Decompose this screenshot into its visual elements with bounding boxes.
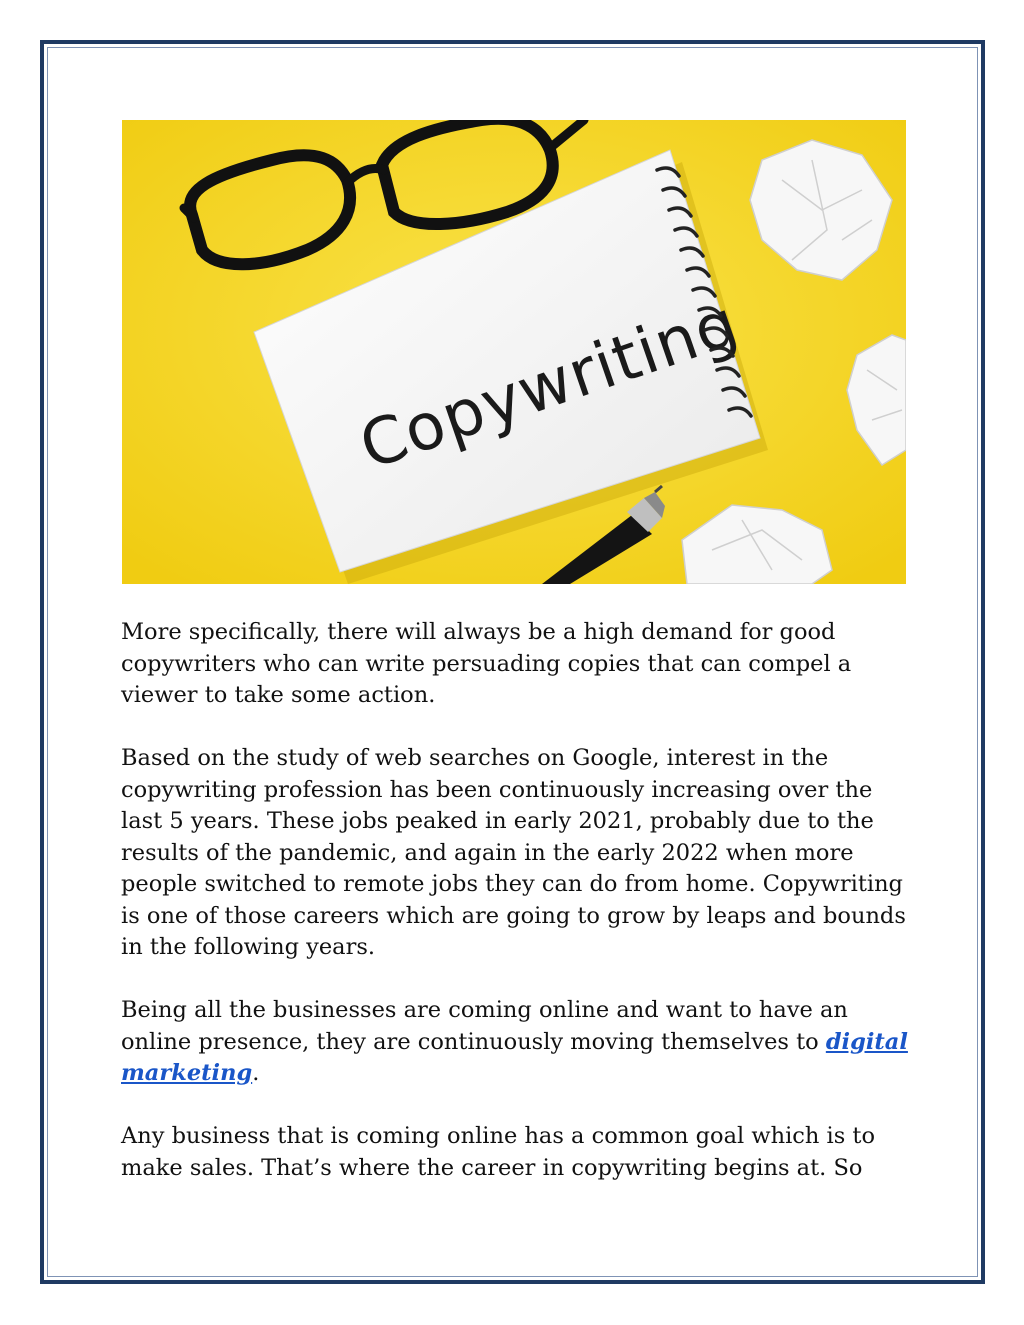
hero-illustration <box>122 120 906 584</box>
digital-marketing-link[interactable]: digital marketing <box>121 1028 908 1086</box>
paragraph-4: Any business that is coming online has a common goal which is to make sales. That’s where the career in copywriting begins at. So <box>121 1123 876 1181</box>
paragraph-2: Based on the study of web searches on Google, interest in the copywriting profession has been continuously increasing over the last 5 years. These jobs peaked in early 2021, probably due to the results of the pandemic, and again in the early 2022 when more people switched to remote jobs they can do from home. Copywriting is one of those careers which are going to grow by leaps and bounds in the following years. <box>121 745 906 960</box>
notepad-text: Copywriting <box>351 286 748 485</box>
paragraph-3 <box>121 995 911 1090</box>
hero-image <box>122 120 906 584</box>
body-text <box>121 617 911 1184</box>
paragraph-3-text: Being all the businesses are coming online and want to have an online presence, they are continuously moving themselves to <box>121 997 848 1055</box>
paragraph-3-end: . <box>252 1060 260 1086</box>
paragraph-1: More specifically, there will always be a high demand for good copywriters who can write persuading copies that can compel a viewer to take some action. <box>121 619 852 708</box>
